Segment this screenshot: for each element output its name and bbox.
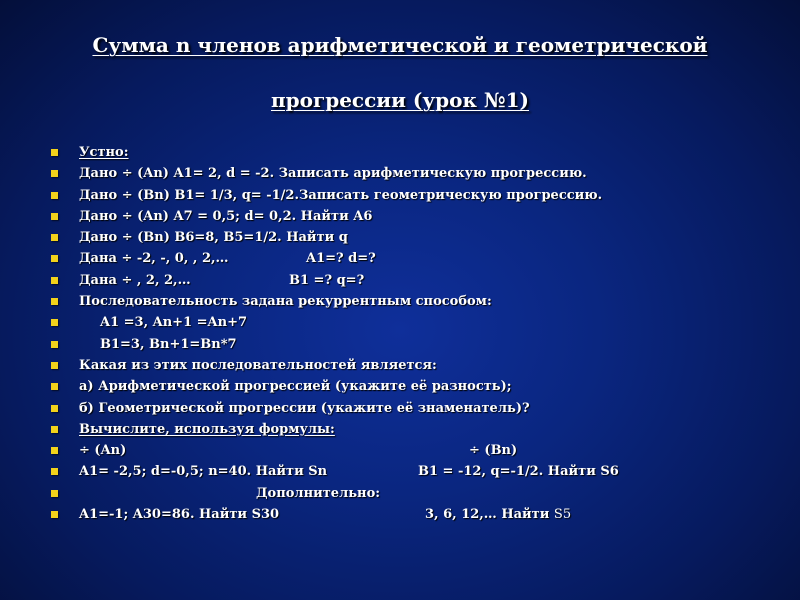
bullet-icon [51, 426, 58, 433]
task-text-b-main: 3, 6, 12,… Найти [425, 507, 550, 523]
task-text: Последовательность задана рекуррентным способом: [79, 294, 492, 310]
recurrence-formula: A1 =3, An+1 =An+7 [100, 315, 248, 331]
task-text: Дано ÷ (An) A1= 2, d = -2. Записать арифметическую прогрессию. [79, 166, 587, 182]
list-item [0, 461, 800, 482]
task-question: A1=? d=? [306, 251, 376, 267]
bullet-icon [51, 319, 58, 326]
list-item [0, 376, 800, 397]
slide-title-line-1: Сумма n членов арифметической и геометрической [92, 33, 708, 57]
task-text: A1=-1; A30=86. Найти S30 [79, 507, 280, 523]
list-item [0, 185, 800, 206]
task-text-b-tail: S5 [553, 507, 572, 523]
list-item [0, 483, 800, 504]
bullet-icon [51, 490, 58, 497]
bullet-icon [51, 511, 58, 518]
task-text-b: B1 = -12, q=-1/2. Найти S6 [418, 464, 619, 480]
bullet-icon [51, 341, 58, 348]
bullet-icon [51, 405, 58, 412]
list-item [0, 419, 800, 440]
sequence-label-a: ÷ (An) [79, 443, 127, 459]
task-text: б) Геометрической прогрессии (укажите её знаменатель)? [79, 400, 530, 416]
list-item [0, 504, 800, 525]
bullet-icon [51, 234, 58, 241]
list-item [0, 398, 800, 419]
task-text: A1= -2,5; d=-0,5; n=40. Найти Sn [79, 464, 328, 480]
task-text: Дано ÷ (Bn) B1= 1/3, q= -1/2.Записать геометрическую прогрессию. [79, 187, 603, 203]
slide-title-line-2: прогрессии (урок №1) [270, 88, 530, 112]
list-item [0, 227, 800, 248]
task-question: B1 =? q=? [289, 272, 365, 288]
task-text: Дано ÷ (An) A7 = 0,5; d= 0,2. Найти A6 [79, 208, 373, 224]
bullet-icon [51, 255, 58, 262]
task-text: Дана ÷ , 2, 2,… [79, 272, 191, 288]
list-item [0, 270, 800, 291]
extra-heading: Дополнительно: [256, 485, 381, 501]
task-text-b [425, 504, 571, 525]
bullet-icon [51, 298, 58, 305]
exercise-list [0, 142, 800, 525]
bullet-icon [51, 170, 58, 177]
task-text: а) Арифметической прогрессией (укажите её разность); [79, 379, 512, 395]
list-item [0, 312, 800, 333]
section-heading-oral: Устно: [79, 145, 129, 160]
section-heading-compute: Вычислите, используя формулы: [79, 421, 335, 437]
task-text: Какая из этих последовательностей является: [79, 357, 437, 373]
bullet-icon [51, 213, 58, 220]
list-item [0, 248, 800, 269]
bullet-icon [51, 149, 58, 156]
list-item [0, 291, 800, 312]
bullet-icon [51, 192, 58, 199]
task-text: Дана ÷ -2, -, 0, , 2,… [79, 251, 229, 267]
list-item [0, 163, 800, 184]
sequence-label-b: ÷ (Bn) [469, 443, 518, 459]
recurrence-formula: B1=3, Bn+1=Bn*7 [100, 336, 237, 352]
list-item [0, 355, 800, 376]
list-item [0, 440, 800, 461]
bullet-icon [51, 277, 58, 284]
list-item [0, 206, 800, 227]
bullet-icon [51, 447, 58, 454]
bullet-icon [51, 362, 58, 369]
list-item-oral [0, 142, 800, 163]
bullet-icon [51, 383, 58, 390]
task-text: Дано ÷ (Bn) B6=8, B5=1/2. Найти q [79, 230, 348, 246]
bullet-icon [51, 468, 58, 475]
list-item [0, 334, 800, 355]
